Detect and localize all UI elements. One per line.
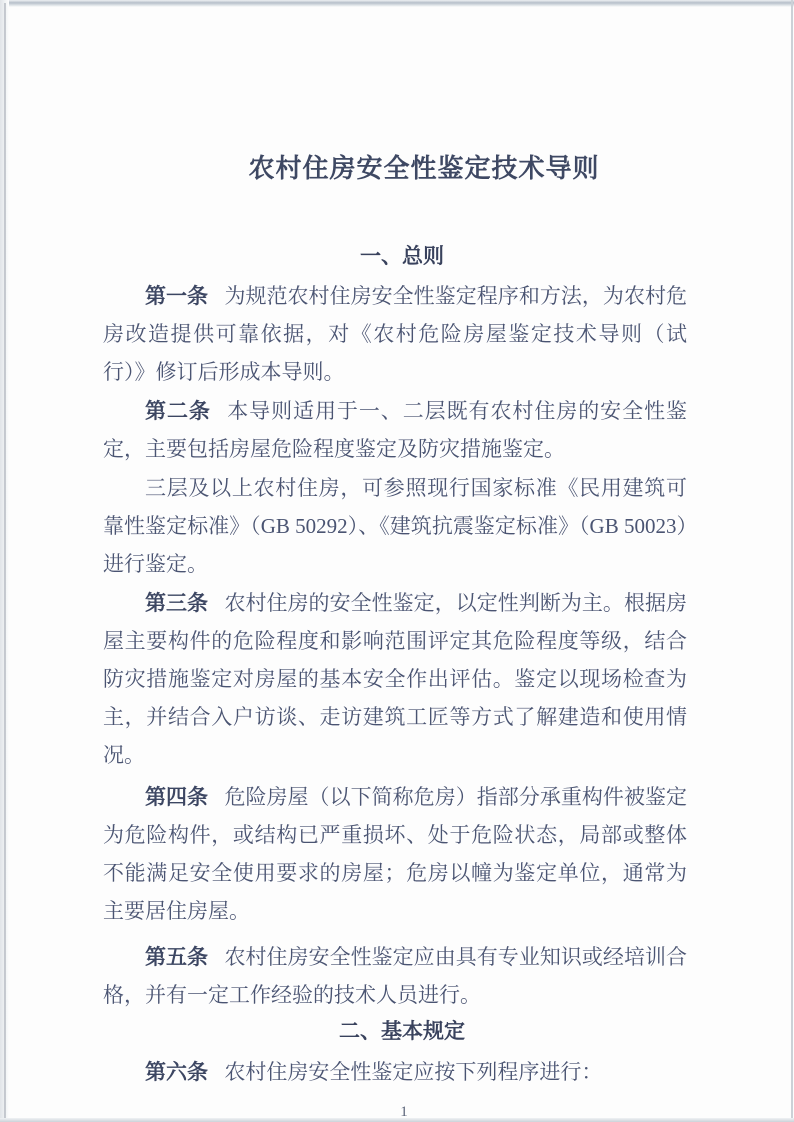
scan-edge-left-line xyxy=(4,3,6,1122)
section-2-heading: 二、基本规定 xyxy=(339,1020,465,1043)
clause-number: 第一条 xyxy=(145,284,209,308)
clause-number: 第六条 xyxy=(145,1060,208,1084)
clause-text: 农村住房安全性鉴定应由具有专业知识或经培训合格，并有一定工作经验的技术人员进行。 xyxy=(103,945,687,1007)
clause-paragraph-2 xyxy=(103,392,687,468)
document-title: 农村住房安全性鉴定技术导则 xyxy=(248,153,600,183)
clause-number: 第三条 xyxy=(145,591,209,615)
clause-text: 为规范农村住房安全性鉴定程序和方法，为农村危房改造提供可靠依据，对《农村危险房屋鉴定技术导则（试行）》修订后形成本导则。 xyxy=(103,284,687,384)
clause-text: 三层及以上农村住房，可参照现行国家标准《民用建筑可靠性鉴定标准》（GB 50292）、《建筑抗震鉴定标准》（GB 50023）进行鉴定。 xyxy=(103,476,687,576)
clause-paragraph-4 xyxy=(103,584,687,774)
clause-paragraph-1 xyxy=(103,277,687,391)
section-1-heading: 一、总则 xyxy=(360,245,444,268)
clause-paragraph-7 xyxy=(103,1053,687,1091)
clause-number: 第四条 xyxy=(145,785,209,809)
page-number: 1 xyxy=(400,1104,408,1120)
clause-text: 农村住房安全性鉴定应按下列程序进行： xyxy=(224,1060,603,1084)
clause-number: 第五条 xyxy=(145,945,209,969)
clause-text: 危险房屋（以下简称危房）指部分承重构件被鉴定为危险构件，或结构已严重损坏、处于危险状态，局部或整体不能满足安全使用要求的房屋；危房以幢为鉴定单位，通常为主要居住房屋。 xyxy=(103,785,687,923)
clause-paragraph-6 xyxy=(103,938,687,1014)
clause-number: 第二条 xyxy=(145,399,211,423)
clause-paragraph-5 xyxy=(103,778,687,930)
clause-text: 本导则适用于一、二层既有农村住房的安全性鉴定，主要包括房屋危险程度鉴定及防灾措施鉴定。 xyxy=(103,399,688,461)
section-2-body xyxy=(103,1053,687,1091)
clause-text: 农村住房的安全性鉴定，以定性判断为主。根据房屋主要构件的危险程度和影响范围评定其危险程度等级，结合防灾措施鉴定对房屋的基本安全作出评估。鉴定以现场检查为主，并结合入户访谈、走访建筑工匠等方式了解建造和使用情况。 xyxy=(103,591,687,767)
clause-paragraph-3 xyxy=(103,469,687,583)
section-1-body xyxy=(103,277,687,1014)
